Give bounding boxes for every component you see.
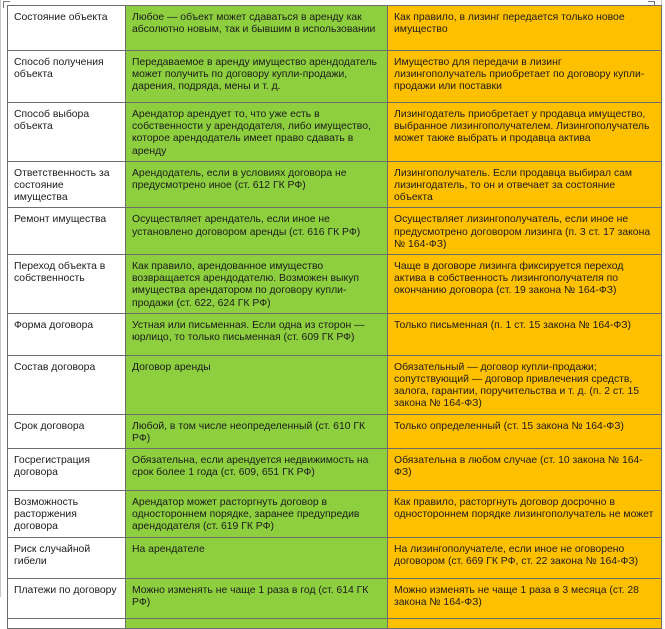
table-row [8,491,662,538]
row-label: Ремонт имущества [8,208,126,255]
row-label: Состав договора [8,355,126,414]
rent-cell: Можно изменять не чаще 1 раза в год (ст. 614 ГК РФ) [126,578,388,618]
table-row [8,449,662,491]
row-label: Ответственность за состояние имущества [8,161,126,208]
rent-cell [126,618,388,628]
table-row [8,51,662,103]
rent-cell: Договор аренды [126,355,388,414]
table-row [8,103,662,162]
table-row [8,6,662,51]
lease-cell: Чаще в договоре лизинга фиксируется переход актива в собственность лизингополучателя по окончанию договора (ст. 19 закона № 164-ФЗ) [388,255,662,314]
rent-cell: Передаваемое в аренду имущество арендодатель может получить по договору купли-продажи, дарения, подряда, мены и т. д. [126,51,388,103]
row-label: Платежи по договору [8,578,126,618]
rent-cell: Осуществляет арендатель, если иное не установлено договором аренды (ст. 616 ГК РФ) [126,208,388,255]
rent-cell: Устная или письменная. Если одна из сторон — юрлицо, то только письменная (ст. 609 ГК РФ) [126,313,388,355]
lease-cell: Лизингодатель приобретает у продавца имущество, выбранное лизингополучателем. Лизингополучатель может также выбрать и продавца актива [388,103,662,162]
row-label: Госрегистрация договора [8,449,126,491]
row-label: Форма договора [8,313,126,355]
rent-cell: Арендодатель, если в условиях договора не предусмотрено иное (ст. 612 ГК РФ) [126,161,388,208]
table-row [8,161,662,208]
rent-cell: На арендателе [126,537,388,578]
lease-cell: Лизингополучатель. Если продавца выбирал сам лизингодатель, то он и отвечает за состояние объекта [388,161,662,208]
table-row [8,537,662,578]
lease-cell: Только определенный (ст. 15 закона № 164-ФЗ) [388,414,662,448]
table-row [8,578,662,618]
row-label [8,618,126,628]
rent-cell: Обязательна, если арендуется недвижимость на срок более 1 года (ст. 609, 651 ГК РФ) [126,449,388,491]
row-label: Способ выбора объекта [8,103,126,162]
rent-cell: Арендатор может расторгнуть договор в одностороннем порядке, заранее предупредив арендодателя (ст. 619 ГК РФ) [126,491,388,538]
lease-cell: Как правило, расторгнуть договор досрочно в одностороннем порядке лизингополучатель не может [388,491,662,538]
row-label: Состояние объекта [8,6,126,51]
lease-cell: Осуществляет лизингополучатель, если иное не предусмотрено договором лизинга (п. 3 ст. 17 закона № 164-ФЗ) [388,208,662,255]
rent-cell: Арендатор арендует то, что уже есть в собственности у арендодателя, либо имущество, которое арендодатель имеет право сдавать в аренду [126,103,388,162]
lease-cell: Обязательный — договор купли-продажи; сопутствующий — договор привлечения средств, залога, гарантии, поручительства и т. д. (п. 2 ст. 15 закона № 164-ФЗ) [388,355,662,414]
table-row [8,255,662,314]
row-label: Переход объекта в собственность [8,255,126,314]
row-label: Риск случайной гибели [8,537,126,578]
comparison-table [7,5,662,629]
rent-cell: Любое — объект может сдаваться в аренду как абсолютно новым, так и бывшим в использовании [126,6,388,51]
lease-cell: Как правило, в лизинг передается только новое имущество [388,6,662,51]
row-label: Возможность расторжения договора [8,491,126,538]
lease-cell: Имущество для передачи в лизинг лизингополучатель приобретает по договору купли-продажи или поставки [388,51,662,103]
table-row [8,313,662,355]
lease-cell: На лизингополучателе, если иное не оговорено договором (ст. 669 ГК РФ, ст. 22 закона № 164-ФЗ) [388,537,662,578]
rent-cell: Любой, в том числе неопределенный (ст. 610 ГК РФ) [126,414,388,448]
table-row [8,618,662,628]
lease-cell [388,618,662,628]
table-row [8,208,662,255]
lease-cell: Только письменная (п. 1 ст. 15 закона № 164-ФЗ) [388,313,662,355]
rent-cell: Как правило, арендованное имущество возвращается арендодателю. Возможен выкуп имущества арендатором по договору купли-продажи (ст. 622, 624 ГК РФ) [126,255,388,314]
lease-cell: Обязательна в любом случае (ст. 10 закона № 164-ФЗ) [388,449,662,491]
row-label: Способ получения объекта [8,51,126,103]
lease-cell: Можно изменять не чаще 1 раза в 3 месяца (ст. 28 закона № 164-ФЗ) [388,578,662,618]
table-row [8,414,662,448]
row-label: Срок договора [8,414,126,448]
table-row [8,355,662,414]
